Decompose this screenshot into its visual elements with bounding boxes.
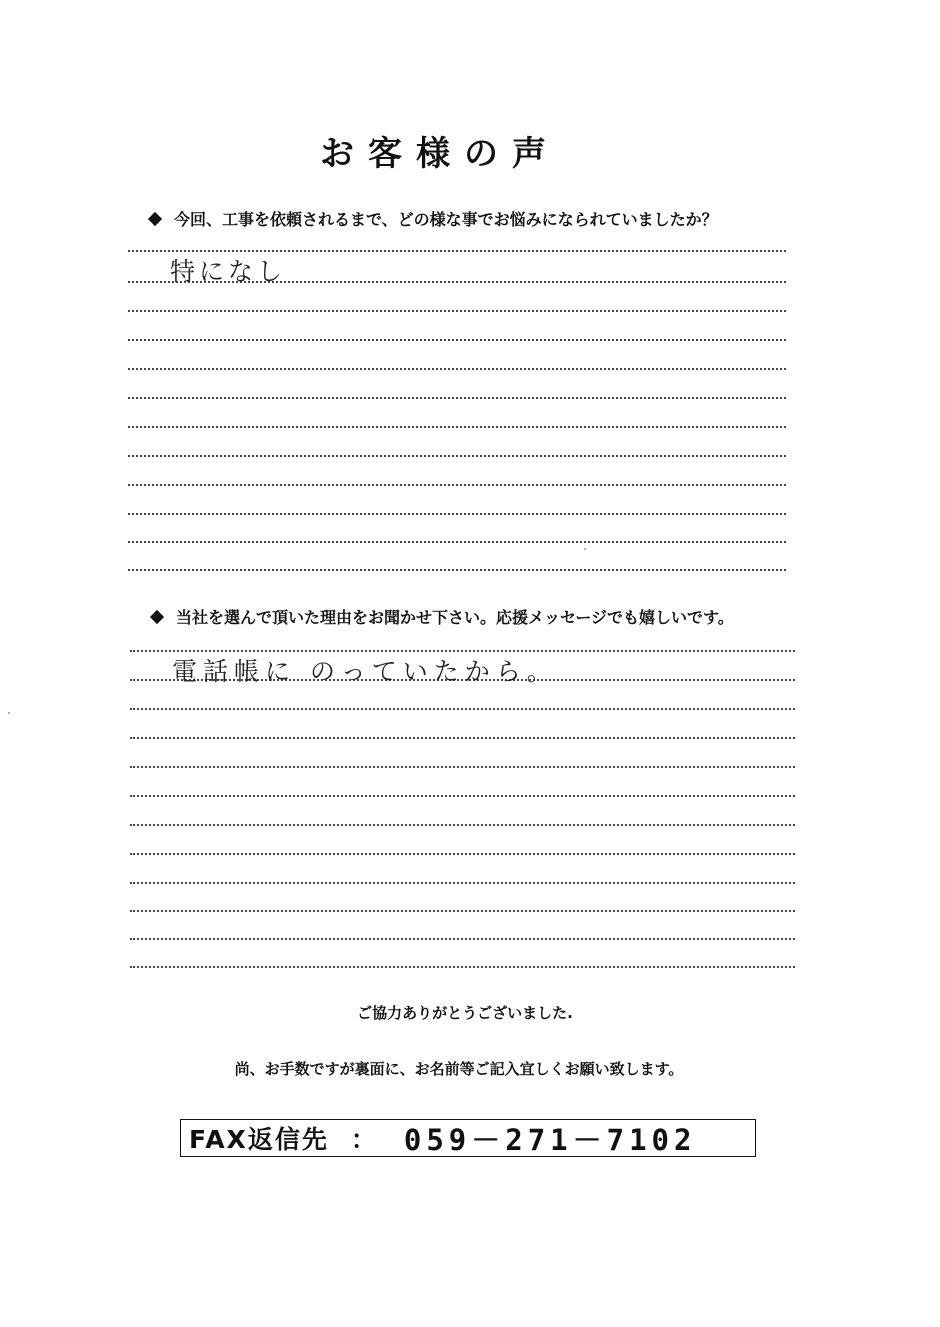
dotted-line — [130, 910, 795, 912]
dotted-line — [128, 541, 786, 543]
fax-label: FAX返信先 — [189, 1125, 329, 1154]
scan-speck — [8, 712, 10, 714]
dotted-line — [130, 938, 795, 940]
scan-speck — [584, 548, 586, 550]
fax-separator: ： — [350, 1125, 376, 1154]
page-title: お客様の声 — [320, 134, 560, 174]
question-2 — [152, 605, 734, 628]
dotted-line — [130, 766, 795, 768]
dotted-line — [130, 737, 795, 739]
answer-2-handwritten: 電話帳に のっていたから。 — [172, 657, 558, 686]
dotted-line — [130, 853, 795, 855]
dotted-line — [130, 824, 795, 826]
dotted-line — [130, 966, 795, 968]
dotted-line — [130, 882, 795, 884]
diamond-bullet-icon — [148, 212, 162, 226]
dotted-line — [128, 310, 786, 312]
diamond-bullet-icon — [150, 610, 164, 624]
dotted-line — [130, 708, 795, 710]
dotted-line — [128, 513, 786, 515]
fax-number: 059－271－7102 — [403, 1122, 697, 1157]
dotted-line — [128, 455, 786, 457]
dotted-line — [128, 397, 786, 399]
dotted-line — [128, 368, 786, 370]
fax-return-box — [180, 1119, 756, 1157]
question-2-text: 当社を選んで頂いた理由をお聞かせ下さい。応援メッセージでも嬉しいです。 — [176, 608, 734, 627]
question-1 — [150, 207, 718, 230]
dotted-line — [128, 426, 786, 428]
dotted-line — [128, 484, 786, 486]
dotted-line — [128, 569, 786, 571]
thanks-message: ご協力ありがとうございました. — [357, 1004, 573, 1022]
dotted-line — [128, 339, 786, 341]
question-1-text: 今回、工事を依頼されるまで、どの様な事でお悩みになられていましたか？ — [174, 210, 718, 229]
instruction-note: 尚、お手数ですが裏面に、お名前等ご記入宜しくお願い致します。 — [234, 1060, 684, 1078]
answer-1-handwritten: 特になし — [170, 257, 287, 286]
dotted-line — [130, 795, 795, 797]
